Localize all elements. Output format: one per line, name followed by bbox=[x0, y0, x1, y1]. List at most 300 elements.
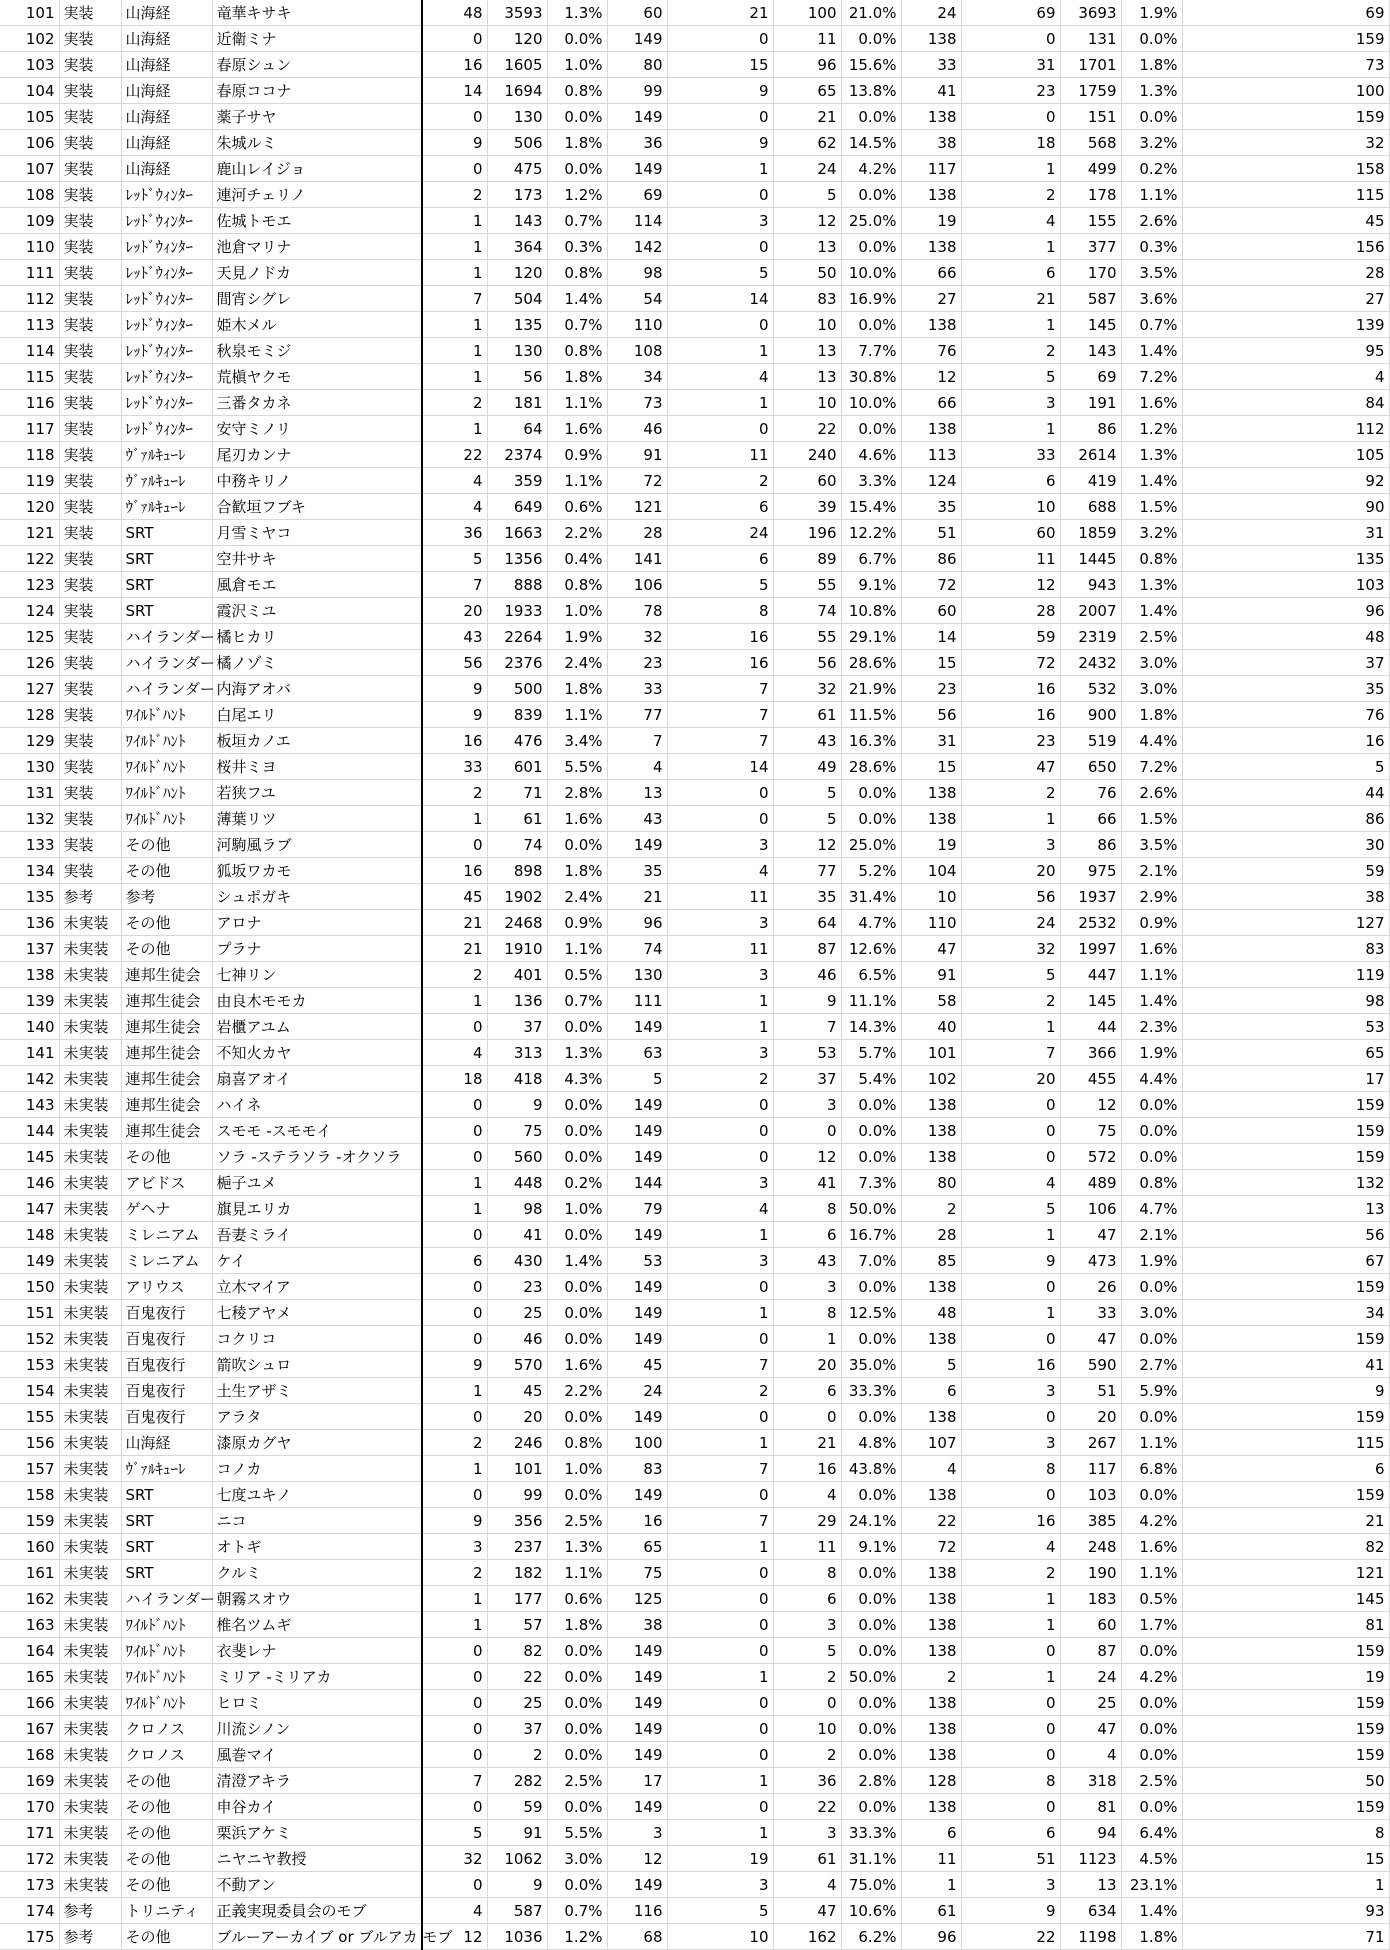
total-c-cell[interactable]: 20 bbox=[1060, 1404, 1121, 1430]
rate-b-cell[interactable]: 0.0% bbox=[841, 26, 901, 52]
rate-c-cell[interactable]: 1.4% bbox=[1121, 1898, 1182, 1924]
count-b-cell[interactable]: 6 bbox=[667, 546, 773, 572]
status-cell[interactable]: 参考 bbox=[59, 1924, 121, 1950]
count-a-cell[interactable]: 0 bbox=[422, 1300, 487, 1326]
group-cell[interactable]: ﾜｲﾙﾄﾞﾊﾝﾄ bbox=[121, 1638, 212, 1664]
rank-a-cell[interactable]: 3 bbox=[607, 1820, 667, 1846]
count-a-cell[interactable]: 12 bbox=[422, 1924, 487, 1950]
rate-a-cell[interactable]: 1.1% bbox=[547, 468, 607, 494]
rate-a-cell[interactable]: 0.6% bbox=[547, 1586, 607, 1612]
count-c-cell[interactable]: 28 bbox=[961, 598, 1060, 624]
rank-a-cell[interactable]: 108 bbox=[607, 338, 667, 364]
rate-c-cell[interactable]: 2.1% bbox=[1121, 858, 1182, 884]
total-a-cell[interactable]: 1062 bbox=[487, 1846, 547, 1872]
rate-a-cell[interactable]: 0.0% bbox=[547, 1404, 607, 1430]
total-a-cell[interactable]: 587 bbox=[487, 1898, 547, 1924]
rate-b-cell[interactable]: 12.6% bbox=[841, 936, 901, 962]
row-number-cell[interactable]: 128 bbox=[0, 702, 59, 728]
name-cell[interactable]: 荒槇ヤクモ bbox=[212, 364, 422, 390]
status-cell[interactable]: 実装 bbox=[59, 338, 121, 364]
rate-b-cell[interactable]: 0.0% bbox=[841, 1144, 901, 1170]
rank-a-cell[interactable]: 35 bbox=[607, 858, 667, 884]
name-cell[interactable]: 安守ミノリ bbox=[212, 416, 422, 442]
total-b-cell[interactable]: 11 bbox=[773, 1534, 841, 1560]
rank-a-cell[interactable]: 17 bbox=[607, 1768, 667, 1794]
count-a-cell[interactable]: 0 bbox=[422, 832, 487, 858]
total-a-cell[interactable]: 57 bbox=[487, 1612, 547, 1638]
group-cell[interactable]: 山海経 bbox=[121, 78, 212, 104]
count-c-cell[interactable]: 0 bbox=[961, 1144, 1060, 1170]
rank-b-cell[interactable]: 35 bbox=[901, 494, 961, 520]
count-a-cell[interactable]: 2 bbox=[422, 1430, 487, 1456]
rank-c-cell[interactable]: 5 bbox=[1182, 754, 1389, 780]
rate-c-cell[interactable]: 4.4% bbox=[1121, 728, 1182, 754]
count-c-cell[interactable]: 18 bbox=[961, 130, 1060, 156]
group-cell[interactable]: ハイランダー bbox=[121, 1586, 212, 1612]
total-a-cell[interactable]: 2374 bbox=[487, 442, 547, 468]
total-b-cell[interactable]: 2 bbox=[773, 1742, 841, 1768]
status-cell[interactable]: 未実装 bbox=[59, 1768, 121, 1794]
total-c-cell[interactable]: 1759 bbox=[1060, 78, 1121, 104]
count-a-cell[interactable]: 1 bbox=[422, 806, 487, 832]
rate-b-cell[interactable]: 25.0% bbox=[841, 208, 901, 234]
rate-b-cell[interactable]: 28.6% bbox=[841, 754, 901, 780]
rank-b-cell[interactable]: 48 bbox=[901, 1300, 961, 1326]
status-cell[interactable]: 実装 bbox=[59, 52, 121, 78]
rank-b-cell[interactable]: 138 bbox=[901, 26, 961, 52]
total-b-cell[interactable]: 64 bbox=[773, 910, 841, 936]
total-a-cell[interactable]: 143 bbox=[487, 208, 547, 234]
total-c-cell[interactable]: 1937 bbox=[1060, 884, 1121, 910]
rank-c-cell[interactable]: 82 bbox=[1182, 1534, 1389, 1560]
rank-a-cell[interactable]: 23 bbox=[607, 650, 667, 676]
row-number-cell[interactable]: 146 bbox=[0, 1170, 59, 1196]
rank-b-cell[interactable]: 102 bbox=[901, 1066, 961, 1092]
total-b-cell[interactable]: 3 bbox=[773, 1092, 841, 1118]
count-b-cell[interactable]: 0 bbox=[667, 234, 773, 260]
total-c-cell[interactable]: 106 bbox=[1060, 1196, 1121, 1222]
total-a-cell[interactable]: 71 bbox=[487, 780, 547, 806]
name-cell[interactable]: 由良木モモカ bbox=[212, 988, 422, 1014]
group-cell[interactable]: 百鬼夜行 bbox=[121, 1404, 212, 1430]
rank-b-cell[interactable]: 11 bbox=[901, 1846, 961, 1872]
count-c-cell[interactable]: 9 bbox=[961, 1248, 1060, 1274]
rate-b-cell[interactable]: 16.7% bbox=[841, 1222, 901, 1248]
row-number-cell[interactable]: 158 bbox=[0, 1482, 59, 1508]
row-number-cell[interactable]: 152 bbox=[0, 1326, 59, 1352]
rate-b-cell[interactable]: 6.2% bbox=[841, 1924, 901, 1950]
count-c-cell[interactable]: 1 bbox=[961, 806, 1060, 832]
group-cell[interactable]: ﾜｲﾙﾄﾞﾊﾝﾄ bbox=[121, 780, 212, 806]
group-cell[interactable]: 山海経 bbox=[121, 1430, 212, 1456]
rank-c-cell[interactable]: 38 bbox=[1182, 884, 1389, 910]
total-c-cell[interactable]: 1997 bbox=[1060, 936, 1121, 962]
rate-a-cell[interactable]: 0.0% bbox=[547, 26, 607, 52]
count-c-cell[interactable]: 6 bbox=[961, 260, 1060, 286]
rate-c-cell[interactable]: 0.0% bbox=[1121, 1794, 1182, 1820]
total-c-cell[interactable]: 12 bbox=[1060, 1092, 1121, 1118]
total-a-cell[interactable]: 359 bbox=[487, 468, 547, 494]
name-cell[interactable]: 河駒風ラブ bbox=[212, 832, 422, 858]
row-number-cell[interactable]: 168 bbox=[0, 1742, 59, 1768]
status-cell[interactable]: 実装 bbox=[59, 364, 121, 390]
rank-a-cell[interactable]: 53 bbox=[607, 1248, 667, 1274]
count-b-cell[interactable]: 0 bbox=[667, 26, 773, 52]
count-c-cell[interactable]: 0 bbox=[961, 1274, 1060, 1300]
count-b-cell[interactable]: 0 bbox=[667, 1690, 773, 1716]
name-cell[interactable]: 若狭フユ bbox=[212, 780, 422, 806]
status-cell[interactable]: 未実装 bbox=[59, 1742, 121, 1768]
count-c-cell[interactable]: 32 bbox=[961, 936, 1060, 962]
count-b-cell[interactable]: 1 bbox=[667, 156, 773, 182]
rank-a-cell[interactable]: 33 bbox=[607, 676, 667, 702]
rank-a-cell[interactable]: 149 bbox=[607, 156, 667, 182]
status-cell[interactable]: 未実装 bbox=[59, 1352, 121, 1378]
row-number-cell[interactable]: 140 bbox=[0, 1014, 59, 1040]
status-cell[interactable]: 未実装 bbox=[59, 1430, 121, 1456]
total-b-cell[interactable]: 22 bbox=[773, 1794, 841, 1820]
status-cell[interactable]: 実装 bbox=[59, 260, 121, 286]
rate-c-cell[interactable]: 0.0% bbox=[1121, 26, 1182, 52]
rank-a-cell[interactable]: 63 bbox=[607, 1040, 667, 1066]
group-cell[interactable]: 連邦生徒会 bbox=[121, 1118, 212, 1144]
total-b-cell[interactable]: 46 bbox=[773, 962, 841, 988]
rank-c-cell[interactable]: 93 bbox=[1182, 1898, 1389, 1924]
rank-a-cell[interactable]: 13 bbox=[607, 780, 667, 806]
group-cell[interactable]: ﾚｯﾄﾞｳｨﾝﾀｰ bbox=[121, 182, 212, 208]
rate-c-cell[interactable]: 0.7% bbox=[1121, 312, 1182, 338]
total-b-cell[interactable]: 65 bbox=[773, 78, 841, 104]
rate-b-cell[interactable]: 0.0% bbox=[841, 1482, 901, 1508]
total-a-cell[interactable]: 282 bbox=[487, 1768, 547, 1794]
total-b-cell[interactable]: 61 bbox=[773, 702, 841, 728]
rank-c-cell[interactable]: 21 bbox=[1182, 1508, 1389, 1534]
count-b-cell[interactable]: 0 bbox=[667, 1638, 773, 1664]
rank-b-cell[interactable]: 138 bbox=[901, 1144, 961, 1170]
row-number-cell[interactable]: 103 bbox=[0, 52, 59, 78]
rate-b-cell[interactable]: 0.0% bbox=[841, 234, 901, 260]
rate-b-cell[interactable]: 0.0% bbox=[841, 1690, 901, 1716]
status-cell[interactable]: 未実装 bbox=[59, 1612, 121, 1638]
total-b-cell[interactable]: 83 bbox=[773, 286, 841, 312]
group-cell[interactable]: その他 bbox=[121, 910, 212, 936]
rate-c-cell[interactable]: 1.8% bbox=[1121, 702, 1182, 728]
count-c-cell[interactable]: 1 bbox=[961, 1014, 1060, 1040]
status-cell[interactable]: 実装 bbox=[59, 390, 121, 416]
rate-a-cell[interactable]: 0.7% bbox=[547, 208, 607, 234]
group-cell[interactable]: ハイランダー bbox=[121, 650, 212, 676]
name-cell[interactable]: アロナ bbox=[212, 910, 422, 936]
row-number-cell[interactable]: 134 bbox=[0, 858, 59, 884]
total-b-cell[interactable]: 2 bbox=[773, 1664, 841, 1690]
rank-a-cell[interactable]: 149 bbox=[607, 1872, 667, 1898]
rate-c-cell[interactable]: 4.2% bbox=[1121, 1664, 1182, 1690]
rank-c-cell[interactable]: 44 bbox=[1182, 780, 1389, 806]
rank-c-cell[interactable]: 159 bbox=[1182, 1144, 1389, 1170]
count-b-cell[interactable]: 1 bbox=[667, 1534, 773, 1560]
rank-c-cell[interactable]: 159 bbox=[1182, 1794, 1389, 1820]
rank-c-cell[interactable]: 159 bbox=[1182, 1404, 1389, 1430]
row-number-cell[interactable]: 109 bbox=[0, 208, 59, 234]
count-a-cell[interactable]: 7 bbox=[422, 286, 487, 312]
rank-b-cell[interactable]: 138 bbox=[901, 416, 961, 442]
rank-b-cell[interactable]: 138 bbox=[901, 182, 961, 208]
group-cell[interactable]: アビドス bbox=[121, 1170, 212, 1196]
total-a-cell[interactable]: 37 bbox=[487, 1014, 547, 1040]
row-number-cell[interactable]: 160 bbox=[0, 1534, 59, 1560]
rank-a-cell[interactable]: 78 bbox=[607, 598, 667, 624]
name-cell[interactable]: 春原シュン bbox=[212, 52, 422, 78]
group-cell[interactable]: SRT bbox=[121, 546, 212, 572]
rank-a-cell[interactable]: 149 bbox=[607, 1274, 667, 1300]
name-cell[interactable]: 岩櫃アユム bbox=[212, 1014, 422, 1040]
row-number-cell[interactable]: 122 bbox=[0, 546, 59, 572]
count-a-cell[interactable]: 0 bbox=[422, 1794, 487, 1820]
row-number-cell[interactable]: 142 bbox=[0, 1066, 59, 1092]
total-a-cell[interactable]: 75 bbox=[487, 1118, 547, 1144]
row-number-cell[interactable]: 155 bbox=[0, 1404, 59, 1430]
total-b-cell[interactable]: 5 bbox=[773, 1638, 841, 1664]
count-b-cell[interactable]: 3 bbox=[667, 1170, 773, 1196]
rate-b-cell[interactable]: 0.0% bbox=[841, 1612, 901, 1638]
total-b-cell[interactable]: 74 bbox=[773, 598, 841, 624]
rank-b-cell[interactable]: 56 bbox=[901, 702, 961, 728]
total-b-cell[interactable]: 20 bbox=[773, 1352, 841, 1378]
count-a-cell[interactable]: 4 bbox=[422, 1898, 487, 1924]
count-a-cell[interactable]: 21 bbox=[422, 936, 487, 962]
total-a-cell[interactable]: 504 bbox=[487, 286, 547, 312]
total-c-cell[interactable]: 650 bbox=[1060, 754, 1121, 780]
row-number-cell[interactable]: 132 bbox=[0, 806, 59, 832]
total-b-cell[interactable]: 5 bbox=[773, 182, 841, 208]
count-b-cell[interactable]: 0 bbox=[667, 1404, 773, 1430]
count-b-cell[interactable]: 1 bbox=[667, 1300, 773, 1326]
group-cell[interactable]: クロノス bbox=[121, 1742, 212, 1768]
rank-a-cell[interactable]: 96 bbox=[607, 910, 667, 936]
rank-b-cell[interactable]: 24 bbox=[901, 0, 961, 26]
rate-c-cell[interactable]: 0.5% bbox=[1121, 1586, 1182, 1612]
rank-b-cell[interactable]: 138 bbox=[901, 104, 961, 130]
rate-a-cell[interactable]: 1.8% bbox=[547, 364, 607, 390]
total-b-cell[interactable]: 6 bbox=[773, 1378, 841, 1404]
rank-a-cell[interactable]: 72 bbox=[607, 468, 667, 494]
rate-b-cell[interactable]: 12.2% bbox=[841, 520, 901, 546]
rate-a-cell[interactable]: 3.4% bbox=[547, 728, 607, 754]
count-a-cell[interactable]: 20 bbox=[422, 598, 487, 624]
total-b-cell[interactable]: 10 bbox=[773, 1716, 841, 1742]
rank-c-cell[interactable]: 100 bbox=[1182, 78, 1389, 104]
count-a-cell[interactable]: 1 bbox=[422, 312, 487, 338]
rate-c-cell[interactable]: 0.0% bbox=[1121, 1742, 1182, 1768]
rate-a-cell[interactable]: 1.3% bbox=[547, 0, 607, 26]
count-c-cell[interactable]: 7 bbox=[961, 1040, 1060, 1066]
rate-b-cell[interactable]: 14.3% bbox=[841, 1014, 901, 1040]
total-c-cell[interactable]: 69 bbox=[1060, 364, 1121, 390]
rank-c-cell[interactable]: 8 bbox=[1182, 1820, 1389, 1846]
count-c-cell[interactable]: 72 bbox=[961, 650, 1060, 676]
count-a-cell[interactable]: 0 bbox=[422, 1326, 487, 1352]
group-cell[interactable]: SRT bbox=[121, 598, 212, 624]
row-number-cell[interactable]: 104 bbox=[0, 78, 59, 104]
total-b-cell[interactable]: 50 bbox=[773, 260, 841, 286]
rate-b-cell[interactable]: 43.8% bbox=[841, 1456, 901, 1482]
rank-a-cell[interactable]: 80 bbox=[607, 52, 667, 78]
total-c-cell[interactable]: 131 bbox=[1060, 26, 1121, 52]
rate-a-cell[interactable]: 0.2% bbox=[547, 1170, 607, 1196]
name-cell[interactable]: 吾妻ミライ bbox=[212, 1222, 422, 1248]
name-cell[interactable]: 橘ノゾミ bbox=[212, 650, 422, 676]
count-b-cell[interactable]: 0 bbox=[667, 1482, 773, 1508]
count-c-cell[interactable]: 21 bbox=[961, 286, 1060, 312]
name-cell[interactable]: 竜華キサキ bbox=[212, 0, 422, 26]
total-a-cell[interactable]: 3593 bbox=[487, 0, 547, 26]
status-cell[interactable]: 実装 bbox=[59, 442, 121, 468]
rank-b-cell[interactable]: 117 bbox=[901, 156, 961, 182]
name-cell[interactable]: 佐城トモエ bbox=[212, 208, 422, 234]
count-a-cell[interactable]: 1 bbox=[422, 416, 487, 442]
rank-c-cell[interactable]: 84 bbox=[1182, 390, 1389, 416]
count-c-cell[interactable]: 3 bbox=[961, 1430, 1060, 1456]
name-cell[interactable]: 風巻マイ bbox=[212, 1742, 422, 1768]
name-cell[interactable]: 川流シノン bbox=[212, 1716, 422, 1742]
rate-c-cell[interactable]: 2.1% bbox=[1121, 1222, 1182, 1248]
name-cell[interactable]: 橘ヒカリ bbox=[212, 624, 422, 650]
name-cell[interactable]: 連河チェリノ bbox=[212, 182, 422, 208]
total-a-cell[interactable]: 130 bbox=[487, 338, 547, 364]
rate-b-cell[interactable]: 5.7% bbox=[841, 1040, 901, 1066]
total-a-cell[interactable]: 74 bbox=[487, 832, 547, 858]
rate-b-cell[interactable]: 0.0% bbox=[841, 1794, 901, 1820]
count-c-cell[interactable]: 24 bbox=[961, 910, 1060, 936]
rank-b-cell[interactable]: 138 bbox=[901, 780, 961, 806]
rate-a-cell[interactable]: 2.4% bbox=[547, 650, 607, 676]
name-cell[interactable]: 不知火カヤ bbox=[212, 1040, 422, 1066]
rank-c-cell[interactable]: 139 bbox=[1182, 312, 1389, 338]
count-a-cell[interactable]: 0 bbox=[422, 1092, 487, 1118]
total-c-cell[interactable]: 183 bbox=[1060, 1586, 1121, 1612]
rank-b-cell[interactable]: 138 bbox=[901, 1690, 961, 1716]
count-a-cell[interactable]: 9 bbox=[422, 676, 487, 702]
rate-b-cell[interactable]: 12.5% bbox=[841, 1300, 901, 1326]
rank-b-cell[interactable]: 138 bbox=[901, 1118, 961, 1144]
group-cell[interactable]: 連邦生徒会 bbox=[121, 1014, 212, 1040]
row-number-cell[interactable]: 107 bbox=[0, 156, 59, 182]
count-b-cell[interactable]: 7 bbox=[667, 702, 773, 728]
total-b-cell[interactable]: 61 bbox=[773, 1846, 841, 1872]
count-c-cell[interactable]: 16 bbox=[961, 702, 1060, 728]
count-a-cell[interactable]: 0 bbox=[422, 1482, 487, 1508]
count-b-cell[interactable]: 14 bbox=[667, 754, 773, 780]
total-c-cell[interactable]: 572 bbox=[1060, 1144, 1121, 1170]
total-c-cell[interactable]: 975 bbox=[1060, 858, 1121, 884]
count-b-cell[interactable]: 1 bbox=[667, 390, 773, 416]
count-c-cell[interactable]: 2 bbox=[961, 780, 1060, 806]
count-b-cell[interactable]: 19 bbox=[667, 1846, 773, 1872]
rate-a-cell[interactable]: 1.0% bbox=[547, 1196, 607, 1222]
rate-c-cell[interactable]: 0.0% bbox=[1121, 104, 1182, 130]
rank-a-cell[interactable]: 149 bbox=[607, 1092, 667, 1118]
rate-c-cell[interactable]: 1.1% bbox=[1121, 1430, 1182, 1456]
rate-b-cell[interactable]: 0.0% bbox=[841, 780, 901, 806]
row-number-cell[interactable]: 156 bbox=[0, 1430, 59, 1456]
rate-b-cell[interactable]: 0.0% bbox=[841, 1742, 901, 1768]
rate-a-cell[interactable]: 0.0% bbox=[547, 1300, 607, 1326]
rate-b-cell[interactable]: 10.0% bbox=[841, 260, 901, 286]
name-cell[interactable]: 梔子ユメ bbox=[212, 1170, 422, 1196]
rank-a-cell[interactable]: 16 bbox=[607, 1508, 667, 1534]
rate-c-cell[interactable]: 5.9% bbox=[1121, 1378, 1182, 1404]
rate-b-cell[interactable]: 3.3% bbox=[841, 468, 901, 494]
rank-c-cell[interactable]: 13 bbox=[1182, 1196, 1389, 1222]
count-b-cell[interactable]: 3 bbox=[667, 1040, 773, 1066]
rank-b-cell[interactable]: 138 bbox=[901, 1274, 961, 1300]
rate-b-cell[interactable]: 35.0% bbox=[841, 1352, 901, 1378]
count-b-cell[interactable]: 7 bbox=[667, 676, 773, 702]
group-cell[interactable]: 山海経 bbox=[121, 26, 212, 52]
total-a-cell[interactable]: 237 bbox=[487, 1534, 547, 1560]
group-cell[interactable]: ｳﾞｧﾙｷｭｰﾚ bbox=[121, 494, 212, 520]
count-b-cell[interactable]: 3 bbox=[667, 910, 773, 936]
row-number-cell[interactable]: 145 bbox=[0, 1144, 59, 1170]
status-cell[interactable]: 未実装 bbox=[59, 1820, 121, 1846]
rate-b-cell[interactable]: 10.0% bbox=[841, 390, 901, 416]
total-a-cell[interactable]: 313 bbox=[487, 1040, 547, 1066]
total-c-cell[interactable]: 366 bbox=[1060, 1040, 1121, 1066]
total-a-cell[interactable]: 888 bbox=[487, 572, 547, 598]
rank-b-cell[interactable]: 66 bbox=[901, 390, 961, 416]
row-number-cell[interactable]: 172 bbox=[0, 1846, 59, 1872]
rate-a-cell[interactable]: 0.0% bbox=[547, 1092, 607, 1118]
count-a-cell[interactable]: 5 bbox=[422, 1820, 487, 1846]
total-c-cell[interactable]: 419 bbox=[1060, 468, 1121, 494]
name-cell[interactable]: 清澄アキラ bbox=[212, 1768, 422, 1794]
rank-c-cell[interactable]: 127 bbox=[1182, 910, 1389, 936]
row-number-cell[interactable]: 167 bbox=[0, 1716, 59, 1742]
status-cell[interactable]: 未実装 bbox=[59, 1404, 121, 1430]
row-number-cell[interactable]: 126 bbox=[0, 650, 59, 676]
rate-c-cell[interactable]: 1.4% bbox=[1121, 598, 1182, 624]
total-c-cell[interactable]: 1859 bbox=[1060, 520, 1121, 546]
total-c-cell[interactable]: 1123 bbox=[1060, 1846, 1121, 1872]
total-b-cell[interactable]: 62 bbox=[773, 130, 841, 156]
row-number-cell[interactable]: 159 bbox=[0, 1508, 59, 1534]
count-a-cell[interactable]: 0 bbox=[422, 1014, 487, 1040]
name-cell[interactable]: 申谷カイ bbox=[212, 1794, 422, 1820]
rank-b-cell[interactable]: 28 bbox=[901, 1222, 961, 1248]
row-number-cell[interactable]: 127 bbox=[0, 676, 59, 702]
rank-c-cell[interactable]: 41 bbox=[1182, 1352, 1389, 1378]
name-cell[interactable]: ヒロミ bbox=[212, 1690, 422, 1716]
status-cell[interactable]: 未実装 bbox=[59, 1716, 121, 1742]
total-b-cell[interactable]: 39 bbox=[773, 494, 841, 520]
name-cell[interactable]: ミリア -ミリアカ bbox=[212, 1664, 422, 1690]
rank-b-cell[interactable]: 23 bbox=[901, 676, 961, 702]
total-b-cell[interactable]: 10 bbox=[773, 390, 841, 416]
rank-a-cell[interactable]: 69 bbox=[607, 182, 667, 208]
total-a-cell[interactable]: 9 bbox=[487, 1872, 547, 1898]
count-b-cell[interactable]: 10 bbox=[667, 1924, 773, 1950]
rank-b-cell[interactable]: 138 bbox=[901, 1560, 961, 1586]
name-cell[interactable]: 七稜アヤメ bbox=[212, 1300, 422, 1326]
name-cell[interactable]: アラタ bbox=[212, 1404, 422, 1430]
name-cell[interactable]: ニヤニヤ教授 bbox=[212, 1846, 422, 1872]
rank-c-cell[interactable]: 115 bbox=[1182, 1430, 1389, 1456]
group-cell[interactable]: アリウス bbox=[121, 1274, 212, 1300]
total-c-cell[interactable]: 248 bbox=[1060, 1534, 1121, 1560]
rate-c-cell[interactable]: 4.7% bbox=[1121, 1196, 1182, 1222]
count-b-cell[interactable]: 16 bbox=[667, 624, 773, 650]
rate-b-cell[interactable]: 13.8% bbox=[841, 78, 901, 104]
